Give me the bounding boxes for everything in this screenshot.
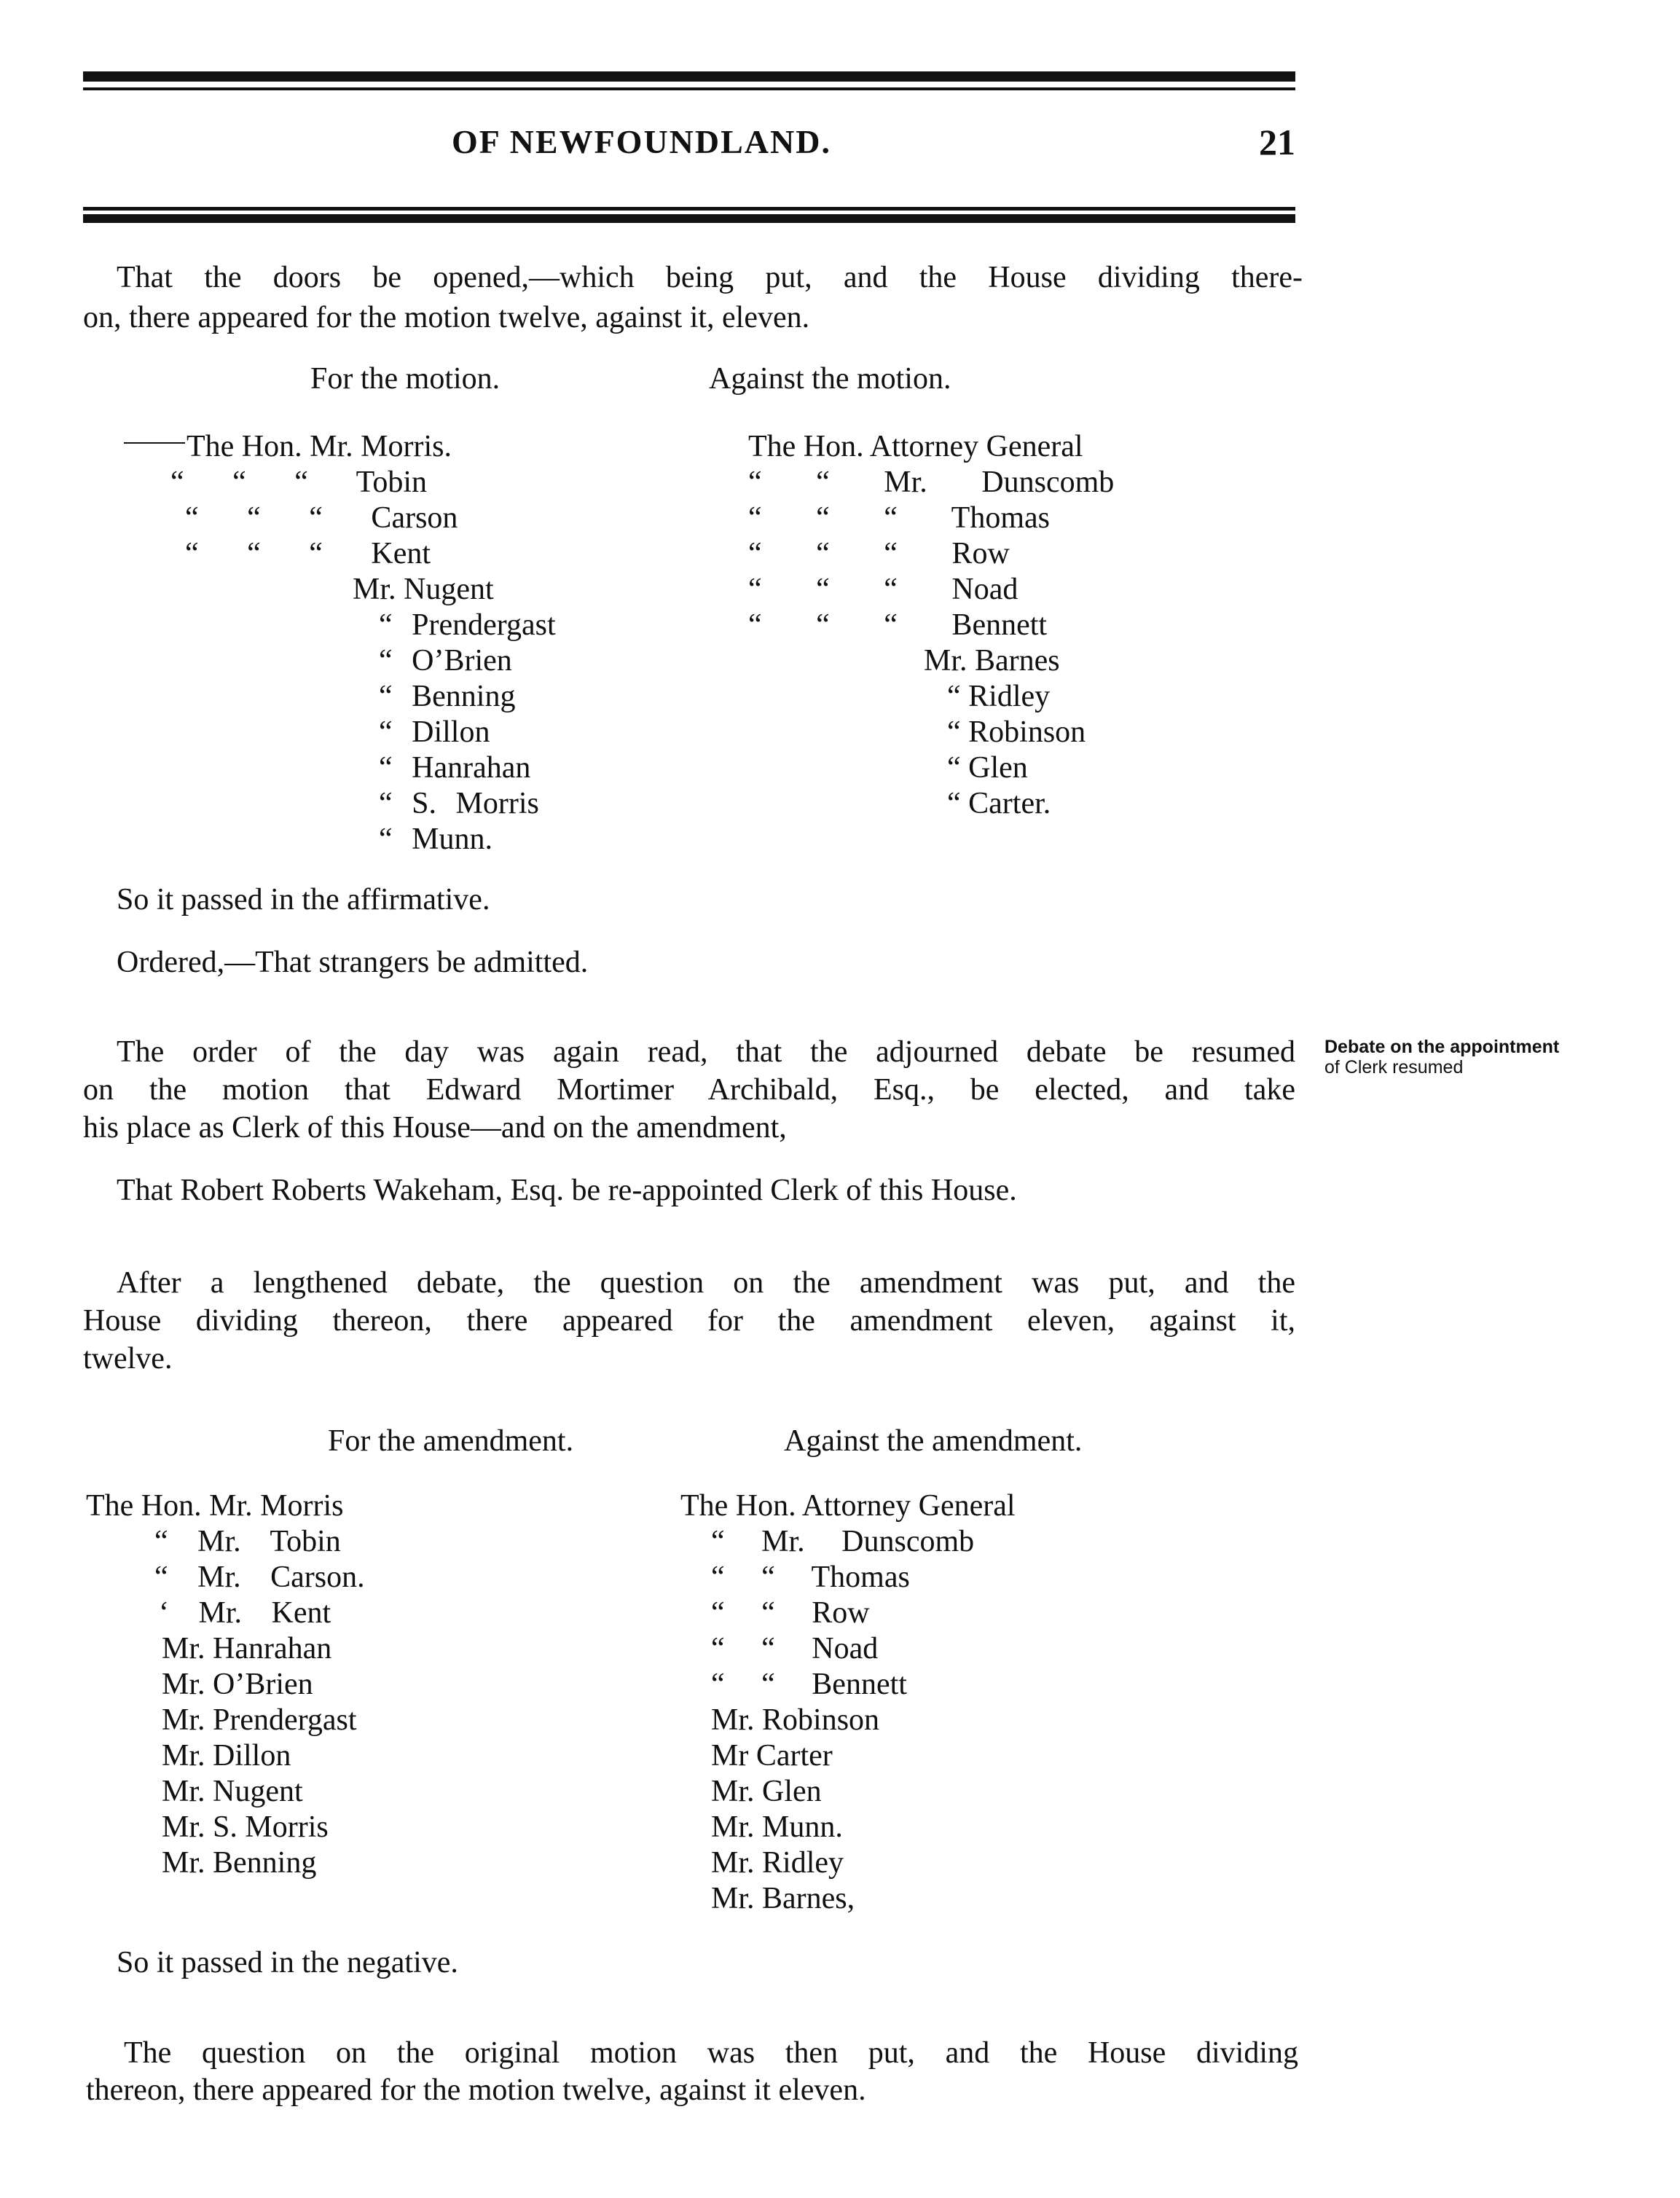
for-amendment-name: ‘ Mr. Kent bbox=[159, 1596, 331, 1630]
paragraph-original-motion bbox=[124, 2034, 1298, 2072]
for-motion-name: “ Hanrahan bbox=[379, 751, 531, 785]
text-line: on, there appeared for the motion twelve, against it, eleven. bbox=[83, 301, 810, 334]
against-amendment-name: Mr. Robinson bbox=[711, 1703, 880, 1737]
passed-affirmative: So it passed in the affirmative. bbox=[117, 883, 490, 917]
for-amendment-heading: For the amendment. bbox=[328, 1424, 574, 1458]
against-motion-name: Mr. Barnes bbox=[924, 644, 1060, 678]
margin-note-line: of Clerk resumed bbox=[1324, 1057, 1464, 1078]
paragraph-order-of-day bbox=[117, 1033, 1295, 1071]
against-motion-name: “ “ Mr. Dunscomb bbox=[748, 466, 1115, 499]
passed-negative: So it passed in the negative. bbox=[117, 1946, 458, 1979]
for-motion-heading: For the motion. bbox=[310, 362, 501, 396]
for-motion-name: “ Prendergast bbox=[379, 608, 556, 642]
text-line: his place as Clerk of this House—and on the amendment, bbox=[83, 1111, 787, 1145]
for-amendment-name: Mr. S. Morris bbox=[162, 1810, 329, 1844]
for-motion-name: “ Munn. bbox=[379, 823, 492, 856]
paragraph-order-of-day-cont bbox=[83, 1071, 1295, 1147]
header-top-rule-thick bbox=[83, 71, 1295, 82]
running-head: OF NEWFOUNDLAND. bbox=[452, 123, 831, 160]
text-line: on the motion that Edward Mortimer Archibald, Esq., be elected, and take bbox=[83, 1073, 1295, 1107]
against-amendment-name: “ “ Bennett bbox=[711, 1668, 907, 1701]
against-motion-name: “ Carter. bbox=[947, 787, 1051, 820]
for-motion-name: “ Benning bbox=[379, 680, 516, 713]
against-amendment-name: “ Mr. Dunscomb bbox=[711, 1525, 975, 1558]
against-motion-name: The Hon. Attorney General bbox=[748, 430, 1083, 463]
text-line: After a lengthened debate, the question on the amendment was put, and the bbox=[117, 1266, 1295, 1300]
margin-note bbox=[1324, 1037, 1559, 1078]
paragraph-after-debate bbox=[117, 1264, 1295, 1302]
against-amendment-name: Mr. Munn. bbox=[711, 1810, 843, 1844]
text-line: House dividing thereon, there appeared for the amendment eleven, against it, bbox=[83, 1304, 1295, 1338]
against-amendment-name: Mr. Glen bbox=[711, 1775, 822, 1808]
ordered-strangers: Ordered,—That strangers be admitted. bbox=[117, 946, 589, 979]
margin-note-line: Debate on the appointment bbox=[1324, 1037, 1560, 1057]
for-amendment-name: The Hon. Mr. Morris bbox=[86, 1489, 344, 1523]
text-line: thereon, there appeared for the motion twelve, against it eleven. bbox=[86, 2073, 866, 2107]
for-motion-name: “ Dillon bbox=[379, 715, 490, 749]
for-amendment-name: Mr. Nugent bbox=[162, 1775, 303, 1808]
for-motion-name: “ S. Morris bbox=[379, 787, 539, 820]
against-amendment-name: Mr Carter bbox=[711, 1739, 833, 1773]
for-motion-name: “ “ “ Tobin bbox=[170, 466, 428, 499]
for-amendment-name: Mr. Prendergast bbox=[162, 1703, 357, 1737]
against-motion-name: “ “ “ Row bbox=[748, 537, 1010, 570]
against-motion-name: “ Ridley bbox=[947, 680, 1051, 713]
against-amendment-name: “ “ Row bbox=[711, 1596, 870, 1630]
header-top-rule-thin bbox=[83, 87, 1295, 90]
for-motion-name: “ “ “ Carson bbox=[185, 501, 458, 535]
paragraph-after-debate-cont bbox=[83, 1302, 1295, 1378]
against-amendment-heading: Against the amendment. bbox=[784, 1424, 1083, 1458]
paragraph-doors-opened bbox=[117, 259, 1303, 297]
against-motion-name: “ “ “ Bennett bbox=[748, 608, 1048, 642]
text-line: The question on the original motion was then put, and the House dividing bbox=[124, 2036, 1298, 2070]
against-amendment-name: Mr. Ridley bbox=[711, 1846, 844, 1880]
against-motion-name: “ “ “ Noad bbox=[748, 573, 1018, 606]
for-amendment-name: Mr. Hanrahan bbox=[162, 1632, 332, 1665]
header-bottom-rule-thin bbox=[83, 207, 1295, 211]
text-line: That the doors be opened,—which being put, and the House dividing there- bbox=[117, 261, 1303, 294]
header-bottom-rule-thick bbox=[83, 214, 1295, 223]
for-motion-name: “ O’Brien bbox=[379, 644, 512, 678]
for-amendment-name: Mr. Dillon bbox=[162, 1739, 291, 1773]
dash-mark bbox=[124, 442, 185, 444]
for-amendment-name: Mr. Benning bbox=[162, 1846, 317, 1880]
against-amendment-name: Mr. Barnes, bbox=[711, 1882, 855, 1915]
for-amendment-name: Mr. O’Brien bbox=[162, 1668, 313, 1701]
against-amendment-name: “ “ Noad bbox=[711, 1632, 879, 1665]
against-amendment-name: The Hon. Attorney General bbox=[680, 1489, 1016, 1523]
for-motion-name: The Hon. Mr. Morris. bbox=[187, 430, 452, 463]
for-amendment-name: “ Mr. Carson. bbox=[154, 1561, 365, 1594]
page-number: 21 bbox=[1259, 122, 1295, 162]
against-motion-name: “ Glen bbox=[947, 751, 1028, 785]
text-line: twelve. bbox=[83, 1342, 173, 1375]
against-motion-name: “ Robinson bbox=[947, 715, 1086, 749]
for-motion-name: “ “ “ Kent bbox=[185, 537, 431, 570]
against-motion-heading: Against the motion. bbox=[709, 362, 951, 396]
for-amendment-name: “ Mr. Tobin bbox=[154, 1525, 341, 1558]
amendment-text: That Robert Roberts Wakeham, Esq. be re-appointed Clerk of this House. bbox=[117, 1174, 1017, 1207]
for-motion-name: Mr. Nugent bbox=[353, 573, 494, 606]
text-line: The order of the day was again read, that the adjourned debate be resumed bbox=[117, 1035, 1295, 1069]
against-motion-name: “ “ “ Thomas bbox=[748, 501, 1050, 535]
against-amendment-name: “ “ Thomas bbox=[711, 1561, 910, 1594]
